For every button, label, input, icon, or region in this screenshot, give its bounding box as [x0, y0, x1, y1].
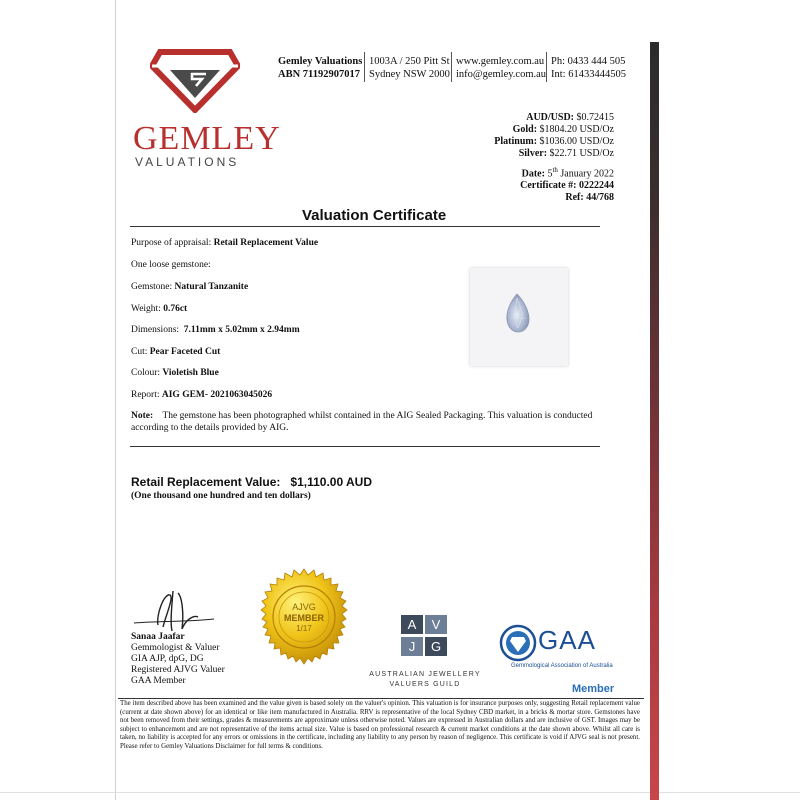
purpose-row	[131, 238, 318, 248]
platinum-value: $1036.00 USD/Oz	[539, 136, 614, 147]
colour-value: Violetish Blue	[162, 368, 219, 378]
disclaimer-rule	[118, 698, 644, 699]
gem-logo-icon	[150, 48, 240, 113]
brand-name: GEMLEY	[133, 120, 281, 157]
aud-usd-value: $0.72415	[576, 112, 614, 123]
gemstone-photo	[470, 268, 568, 366]
signatory-registration: Registered AJVG Valuer	[131, 665, 225, 675]
dimensions-row	[131, 325, 300, 335]
header-divider	[546, 52, 547, 82]
gaa-member-label: Member	[572, 683, 615, 695]
header-phone-col	[551, 55, 626, 81]
weight-value: 0.76ct	[163, 304, 188, 314]
scan-edge-line	[115, 0, 116, 800]
note-paragraph	[131, 410, 601, 434]
ajvg-line1: AUSTRALIAN JEWELLERY	[369, 671, 481, 678]
section-rule	[130, 446, 600, 447]
report-row	[131, 390, 272, 400]
cut-label: Cut:	[131, 347, 148, 357]
company-name: Gemley Valuations	[278, 56, 363, 67]
date-day: 5	[547, 168, 553, 180]
cut-row	[131, 347, 220, 357]
value-in-words: (One thousand one hundred and ten dollars)	[131, 491, 311, 501]
header-divider	[364, 52, 365, 82]
value-label: Retail Replacement Value:	[131, 475, 281, 489]
seal-member-text: MEMBER	[284, 613, 324, 623]
email-link[interactable]: info@gemley.com.au	[456, 69, 547, 80]
note-label: Note:	[131, 411, 154, 421]
cut-value: Pear Faceted Cut	[149, 347, 221, 357]
weight-label: Weight:	[131, 304, 161, 314]
silver-value: $22.71 USD/Oz	[549, 148, 614, 159]
colour-label: Colour:	[131, 368, 161, 378]
header-web-col	[456, 55, 546, 81]
disclaimer-text: The item described above has been examined and the value given is based solely on the valuer's opinion. This valuation is for insurance purposes only, suggesting Retail replacement value (current at date shown above) for an identical or like item manufactured in Australia. RRV is representative of the local Sydney CBD market, in a bricks & mortar store. Gemstones have not been removed from their settings, grades & measurements are approximate unless otherwise noted. Values are expressed in Australian dollars and are inclusive of GST. Images may be subject to enhancement and are not representative of the items actual size. Value is based on professional research & current market conditions at the date shown above. Whilst all care is taken, no liability is accepted for any errors or omissions in the certificate, including any liability to any person by reason of negligence. This certificate is void if AJVG seal is not present. Please refer to Gemley Valuations Disclaimer for full terms & conditions.	[120, 700, 640, 750]
gaa-subtitle: Gemmological Association of Australia	[511, 663, 613, 669]
report-value: AIG GEM- 2021063045026	[161, 390, 273, 400]
purpose-label: Purpose of appraisal:	[131, 238, 212, 248]
title-rule	[130, 226, 600, 227]
gaa-letters: GAA	[538, 625, 596, 655]
colour-row	[131, 368, 219, 378]
web-link[interactable]: www.gemley.com.au	[456, 56, 545, 67]
ajvg-letter-v: V	[425, 615, 447, 634]
value-amount: $1,110.00 AUD	[290, 475, 373, 489]
phone-number: Ph: 0433 444 505	[551, 56, 626, 67]
gemstone-value: Natural Tanzanite	[174, 282, 249, 292]
ajvg-gold-seal-icon	[246, 567, 362, 683]
signatory-role: Gemmologist & Valuer	[131, 643, 220, 653]
signatory-membership: GAA Member	[131, 676, 186, 686]
silver-label: Silver:	[518, 148, 548, 159]
seal-number-text: 1/17	[296, 624, 312, 633]
ref-label: Ref:	[565, 192, 584, 204]
brand-tagline: VALUATIONS	[135, 155, 240, 169]
ajvg-letter-g: G	[425, 637, 447, 656]
gemstone-row	[131, 282, 248, 292]
retail-value	[131, 475, 372, 489]
ajvg-letter-a: A	[401, 615, 423, 634]
ajvg-line2: VALUERS GUILD	[389, 681, 461, 688]
ref-number: 44/768	[586, 192, 614, 204]
header-address-col	[369, 55, 450, 81]
platinum-label: Platinum:	[494, 136, 538, 147]
header-company-col	[278, 55, 362, 81]
gaa-emblem-icon	[499, 624, 537, 662]
ajvg-caption	[365, 670, 485, 690]
scan-bottom-edge	[0, 792, 800, 793]
signatory-name: Sanaa Jaafar	[131, 632, 185, 642]
weight-row	[131, 304, 187, 314]
certificate-meta	[520, 164, 614, 204]
gold-label: Gold:	[512, 124, 538, 135]
cert-label: Certificate #:	[520, 180, 577, 192]
gemstone-label: Gemstone:	[131, 282, 173, 292]
report-label: Report:	[131, 390, 160, 400]
date-label: Date:	[521, 168, 545, 180]
decorative-side-bar	[650, 42, 659, 800]
signatory-block	[131, 632, 225, 687]
document-title: Valuation Certificate	[302, 207, 447, 224]
signature-icon	[128, 585, 218, 635]
address-line1: 1003A / 250 Pitt St	[369, 56, 450, 67]
cert-number: 0222244	[579, 180, 614, 192]
ajvg-letter-j: J	[401, 637, 423, 656]
metal-rates	[494, 112, 614, 160]
signatory-qualifications: GIA AJP, dpG, DG	[131, 654, 204, 664]
loose-gem-row: One loose gemstone:	[131, 260, 211, 270]
company-abn: ABN 71192907017	[278, 69, 360, 80]
dimensions-label: Dimensions:	[131, 325, 180, 335]
seal-ajvg-text: AJVG	[292, 602, 316, 612]
date-suffix: th	[552, 166, 558, 174]
header-divider	[451, 52, 452, 82]
aud-usd-label: AUD/USD:	[526, 112, 574, 123]
purpose-value: Retail Replacement Value	[213, 238, 319, 248]
address-line2: Sydney NSW 2000	[369, 69, 450, 80]
date-rest: January 2022	[560, 168, 614, 180]
ajvg-logo	[365, 615, 485, 695]
dimensions-value: 7.11mm x 5.02mm x 2.94mm	[183, 325, 300, 335]
gold-value: $1804.20 USD/Oz	[539, 124, 614, 135]
intl-number: Int: 61433444505	[551, 69, 626, 80]
pear-gemstone-icon	[470, 268, 568, 366]
note-text: The gemstone has been photographed whilst contained in the AIG Sealed Packaging. This valuation is conducted according to the details provided by AIG.	[131, 411, 593, 433]
